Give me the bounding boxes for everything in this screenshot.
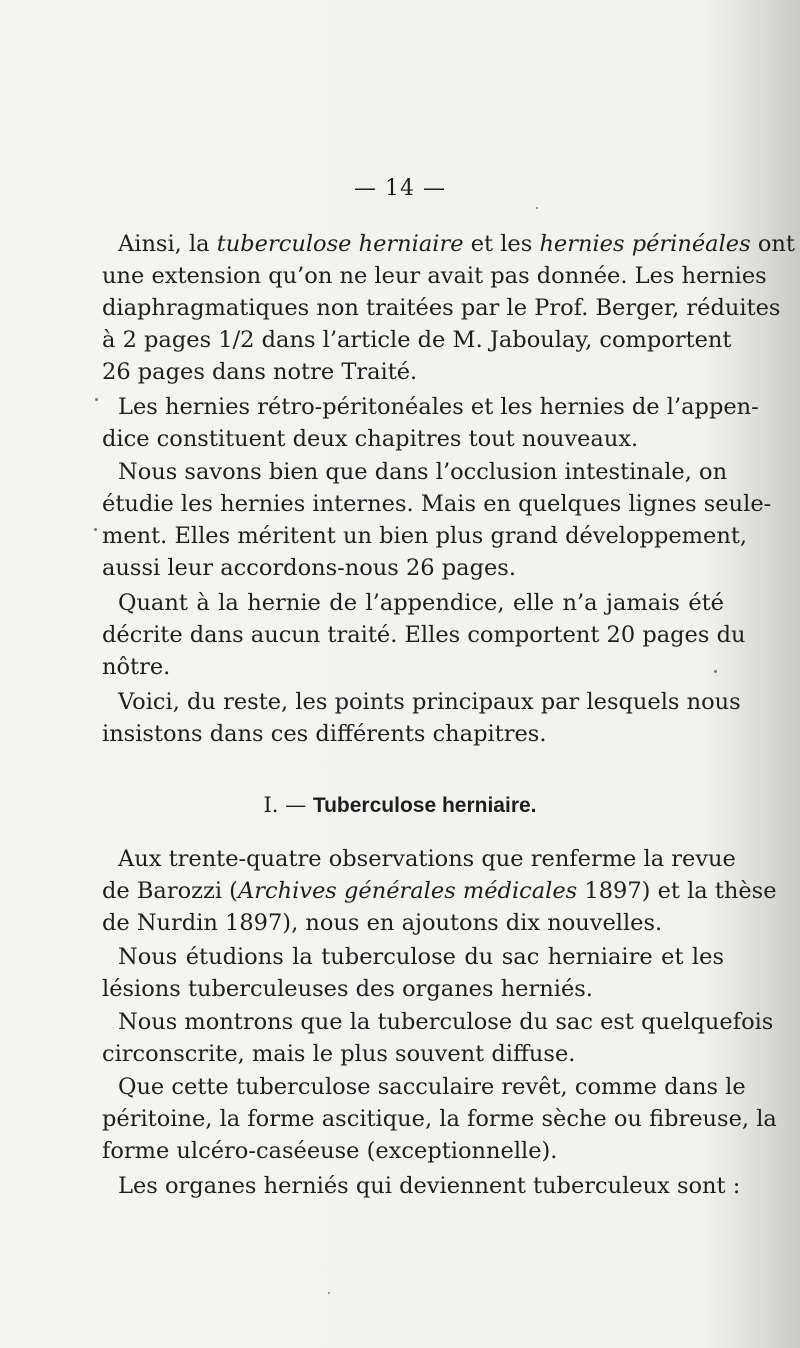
paragraph-6-line-3: de Nurdin 1897), nous en ajoutons dix nouvelles. [102,910,663,936]
paragraph-4-line-1: Quant à la hernie de l’appendice, elle n’a jamais été [118,590,724,616]
paragraph-7-line-2: lésions tuberculeuses des organes herniés. [102,976,593,1002]
paragraph-2-line-1: Les hernies rétro-péritonéales et les hernies de l’appen- [118,394,759,420]
paragraph-3-line-2: étudie les hernies internes. Mais en quelques lignes seule- [102,491,772,517]
paragraph-9-line-1: Que cette tuberculose sacculaire revêt, comme dans le [118,1074,746,1100]
scan-speck [94,528,97,531]
paragraph-5-line-2: insistons dans ces différents chapitres. [102,721,547,747]
page-number: — 14 — [354,176,446,201]
italic-term: hernies périnéales [539,231,751,257]
italic-term: tuberculose herniaire [216,231,464,257]
section-number: I. — [263,793,307,817]
paragraph-6-line-1: Aux trente-quatre observations que renferme la revue [118,846,736,872]
text-fragment: Ainsi, la [118,231,210,257]
scan-speck [536,207,538,209]
section-title: Tuberculose herniaire. [312,794,537,817]
paragraph-3-line-3: ment. Elles méritent un bien plus grand développement, [102,523,748,549]
paragraph-7-line-1: Nous étudions la tuberculose du sac herniaire et les [118,944,724,970]
paragraph-9-line-2: péritoine, la forme ascitique, la forme sèche ou fibreuse, la [102,1106,777,1132]
paragraph-3-line-1: Nous savons bien que dans l’occlusion intestinale, on [118,459,728,485]
paragraph-4-line-3: nôtre. [102,654,171,680]
section-heading [0,790,800,821]
scan-speck [714,670,717,673]
text-fragment: de Barozzi ( [102,878,238,904]
paragraph-2-line-2: dice constituent deux chapitres tout nouveaux. [102,426,639,452]
paragraph-1-line-1 [118,228,795,260]
paragraph-9-line-3: forme ulcéro-caséeuse (exceptionnelle). [102,1138,558,1164]
paragraph-6-line-2 [102,875,777,907]
scan-speck [328,1292,330,1294]
paragraph-1-line-2: une extension qu’on ne leur avait pas donnée. Les hernies [102,263,767,289]
paragraph-1-line-4: à 2 pages 1/2 dans l’article de M. Jaboulay, comportent [102,327,732,353]
paragraph-4-line-2: décrite dans aucun traité. Elles comportent 20 pages du [102,622,746,648]
paragraph-5-line-1: Voici, du reste, les points principaux par lesquels nous [118,689,741,715]
paragraph-8-line-2: circonscrite, mais le plus souvent diffuse. [102,1041,576,1067]
scan-speck [95,398,98,401]
italic-title: Archives générales médicales [237,878,578,904]
text-fragment: 1897) et la thèse [584,878,777,904]
paragraph-8-line-1: Nous montrons que la tuberculose du sac est quelquefois [118,1009,774,1035]
text-fragment: ont [757,231,795,257]
text-fragment: et les [470,231,533,257]
paragraph-3-line-4: aussi leur accordons-nous 26 pages. [102,555,517,581]
paragraph-1-line-5: 26 pages dans notre Traité. [102,359,418,385]
paragraph-1-line-3: diaphragmatiques non traitées par le Prof. Berger, réduites [102,295,781,321]
paragraph-10-line-1: Les organes herniés qui deviennent tuberculeux sont : [118,1173,741,1199]
